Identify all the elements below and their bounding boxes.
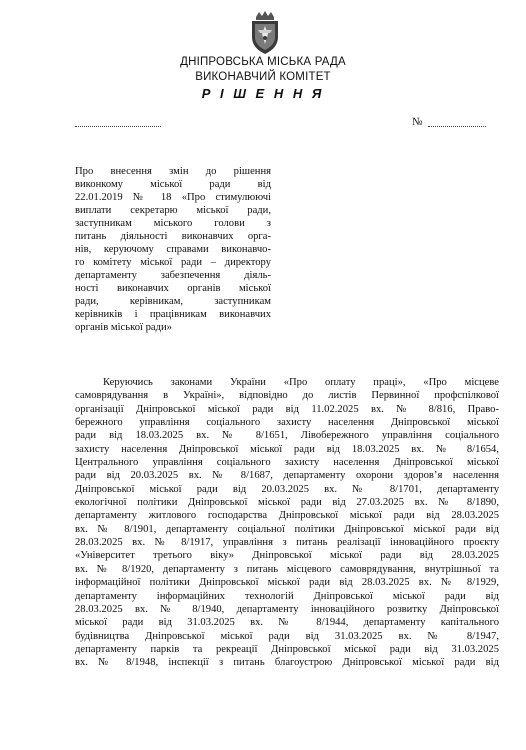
body-line: ради від 18.03.2025 вх. № 8/1651, Лівобережного управління соціального <box>75 430 499 442</box>
body-line: вх. № 8/1948, інспекції з питань благоустрою Дніпровської міської ради від <box>75 657 499 669</box>
body-line: 28.03.2025 вх. № 8/1940, департаменту інноваційного розвитку Дніпровської <box>75 603 499 615</box>
body-line: Керуючись законами України «Про оплату праці», «Про місцеве <box>103 377 499 388</box>
body-line: бережного управління соціального захисту населення Дніпровської міської <box>75 417 499 429</box>
subject-line: 22.01.2019 № 18 «Про стимулюючі <box>75 192 271 203</box>
subject-line: керівників і працівникам виконавчих <box>75 309 271 320</box>
body-line: інформаційної політики Дніпровської міської ради від 28.03.2025 вх. № 8/1929, <box>75 577 499 589</box>
subject-line: нів, керуючому справами виконавчо- <box>75 244 271 255</box>
body-line: «Університет третього віку» Дніпровської міської ради від 28.03.2025 <box>75 550 499 562</box>
subject-line: ності виконавчих органів міської <box>75 283 271 294</box>
body-line: ради від 20.03.2025 вх. № 8/1687, департаменту охорони здоров’я населення <box>75 470 499 482</box>
body-line: департаменту парків та рекреації Дніпровської міської ради від 31.03.2025 <box>75 643 499 655</box>
body-line: екологічної політики Дніпровської міської ради від 27.03.2025 вх. № 8/1890, <box>75 497 499 509</box>
body-line: організації Дніпровської міської ради від 11.02.2025 вх. № 8/816, Право- <box>75 403 499 415</box>
subject-line: питань діяльності виконавчих орга- <box>75 231 271 242</box>
subject-line: виконкому міської ради від <box>75 179 271 190</box>
decision-subject <box>75 165 271 334</box>
body-line: будівництва Дніпровської міської ради від 31.03.2025 вх. № 8/1947, <box>75 630 499 642</box>
committee-name: ВИКОНАВЧИЙ КОМІТЕТ <box>195 71 331 83</box>
body-line: міської ради від 31.03.2025 вх. № 8/1944, департаменту капітального <box>75 617 499 629</box>
body-line: захисту населення Дніпровської міської ради від 18.03.2025 вх. № 8/1654, <box>75 443 499 455</box>
subject-line: органів міської ради» <box>75 322 172 333</box>
number-blank-line <box>428 126 486 127</box>
body-line: Центрального управління соціального захисту населення Дніпровської міської <box>75 457 499 469</box>
body-line: департаменту житлового господарства Дніпровської міської ради від 28.03.2025 <box>75 510 499 522</box>
date-blank-line <box>75 126 161 127</box>
subject-line: го комітету міської ради – директору <box>75 257 271 268</box>
body-line: самоврядування в Україні», відповідно до листів Первинної профспілкової <box>75 390 499 402</box>
subject-line: департаменту забезпечення діяль- <box>75 270 271 281</box>
body-line: вх. № 8/1920, департаменту з питань місцевого самоврядування, внутрішньої та <box>75 563 499 575</box>
subject-line: виплати секретарю міської ради, <box>75 205 271 216</box>
number-label: № <box>412 116 423 128</box>
body-line: Дніпровської міської ради від 20.03.2025 вх. № 8/1701, департаменту <box>75 483 499 495</box>
subject-line: Про внесення змін до рішення <box>75 166 271 177</box>
body-line: вх. № 8/1901, департаменту соціальної політики Дніпровської міської ради від <box>75 523 499 535</box>
dnipro-coat-of-arms-icon <box>248 10 282 56</box>
subject-line: ради, керівникам, заступникам <box>75 296 271 307</box>
body-line: департаменту інформаційних технологій Дніпровської міської ради від <box>75 590 499 602</box>
body-line: 28.03.2025 вх. № 8/1917, управління з питань реалізації інноваційного проєкту <box>75 537 499 549</box>
council-name: ДНІПРОВСЬКА МІСЬКА РАДА <box>180 56 346 68</box>
document-type-title: Р І Ш Е Н Н Я <box>201 86 325 101</box>
subject-line: заступникам міського голови з <box>75 218 271 229</box>
decision-body <box>75 376 499 670</box>
